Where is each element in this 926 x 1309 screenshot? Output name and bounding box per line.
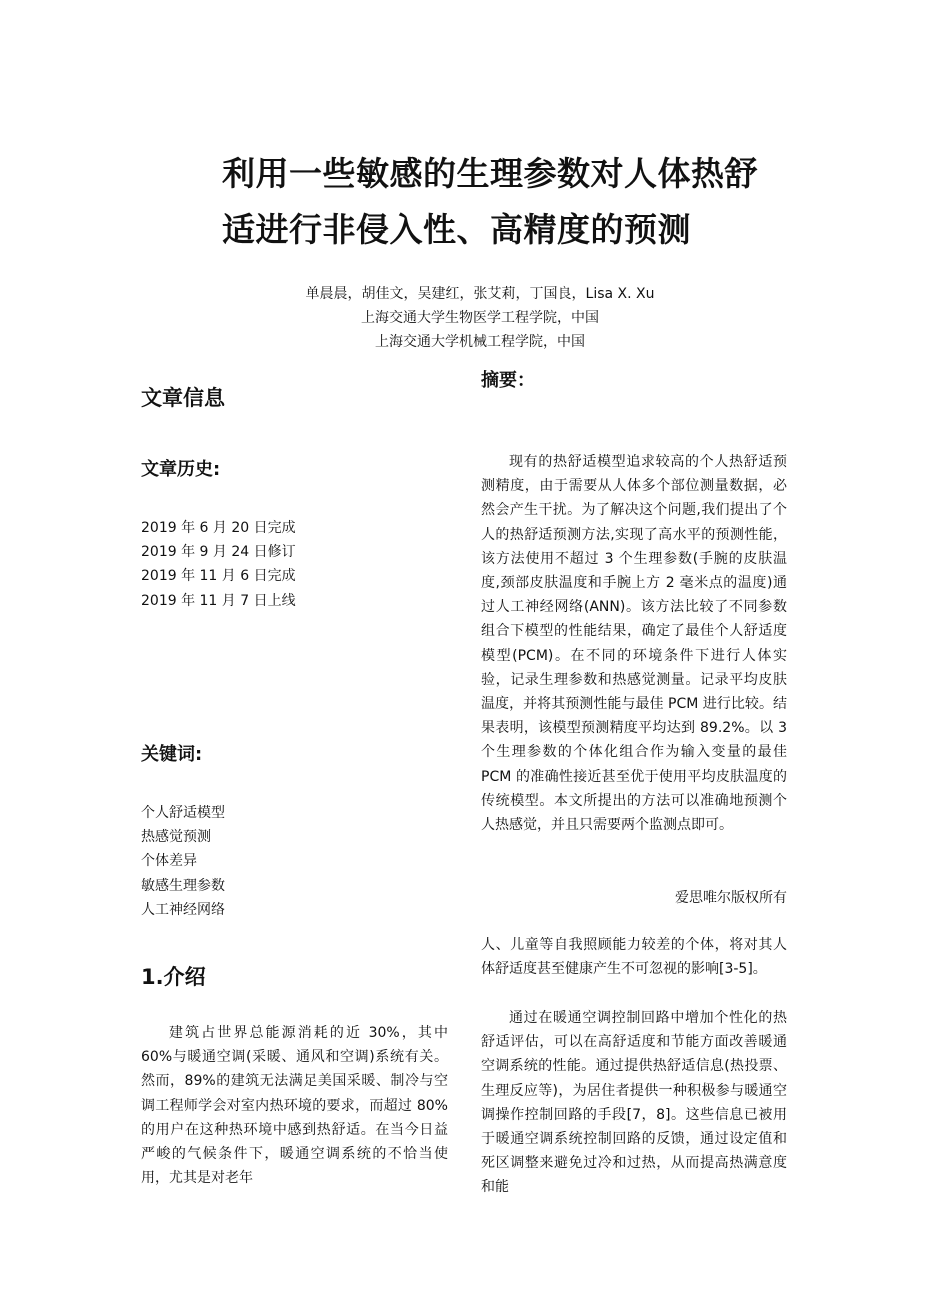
copyright-notice: 爱思唯尔版权所有 <box>675 890 787 906</box>
affiliation-2: 上海交通大学机械工程学院，中国 <box>375 334 585 350</box>
article-history-heading: 文章历史: <box>141 459 221 480</box>
author-list: 单晨晨，胡佳文，吴建红，张艾莉，丁国良，Lisa X. Xu <box>305 286 655 302</box>
title-line-2: 适进行非侵入性、高精度的预测 <box>222 210 691 249</box>
intro-paragraph-2: 通过在暖通空调控制回路中增加个性化的热舒适评估，可以在高舒适度和节能方面改善暖通空调系统的性能。通过提供热舒适信息(热投票、生理反应等)，为居住者提供一种积极参与暖通空调操作控制回路的手段[7，8]。这些信息已被用于暖通空调系统控制回路的反馈，通过设定值和死区调整来避免过冷和过热，从而提高热满意度和能 <box>481 1010 787 1196</box>
abstract-heading: 摘要： <box>481 370 535 391</box>
keywords-heading: 关键词: <box>141 744 203 765</box>
history-item: 2019 年 11 月 7 日上线 <box>141 592 296 609</box>
keyword-item: 热感觉预测 <box>141 829 211 846</box>
keyword-item: 敏感生理参数 <box>141 877 225 894</box>
history-item: 2019 年 9 月 24 日修订 <box>141 544 296 561</box>
history-item: 2019 年 11 月 6 日完成 <box>141 568 296 585</box>
article-history-list <box>141 516 296 613</box>
keyword-item: 人工神经网络 <box>141 901 225 918</box>
title-line-1: 利用一些敏感的生理参数对人体热舒 <box>222 154 758 193</box>
intro-paragraph-1-continued: 人、儿童等自我照顾能力较差的个体，将对其人体舒适度甚至健康产生不可忽视的影响[3-5]。 <box>481 937 787 978</box>
intro-heading: 1.介绍 <box>141 965 206 989</box>
keyword-item: 个人舒适模型 <box>141 805 225 821</box>
article-info-heading: 文章信息 <box>141 386 225 410</box>
keyword-item: 个体差异 <box>141 853 197 870</box>
affiliation-1: 上海交通大学生物医学工程学院，中国 <box>361 310 599 326</box>
history-item: 2019 年 6 月 20 日完成 <box>141 520 296 536</box>
paper-title <box>222 146 802 258</box>
intro-paragraph-1: 建筑占世界总能源消耗的近 30%，其中 60%与暖通空调(采暖、通风和空调)系统有关。然而，89%的建筑无法满足美国采暖、制冷与空调工程师学会对室内热环境的要求，而超过 80%的用户在这种热环境中感到热舒适。在当今日益严峻的气候条件下，暖通空调系统的不恰当使用，尤其是对老年 <box>141 1025 448 1187</box>
abstract-text: 现有的热舒适模型追求较高的个人热舒适预测精度，由于需要从人体多个部位测量数据，必然会产生干扰。为了解决这个问题,我们提出了个人的热舒适预测方法,实现了高水平的预测性能，该方法使用不超过 3 个生理参数(手腕的皮肤温度,颈部皮肤温度和手腕上方 2 毫米点的温度)通过人工神经网络(ANN)。该方法比较了不同参数组合下模型的性能结果，确定了最佳个人舒适度模型(PCM)。在不同的环境条件下进行人体实验，记录生理参数和热感觉测量。记录平均皮肤温度，并将其预测性能与最佳 PCM 进行比较。结果表明，该模型预测精度平均达到 89.2%。以 3 个生理参数的个体化组合作为输入变量的最佳 PCM 的准确性接近甚至优于使用平均皮肤温度的传统模型。本文所提出的方法可以准确地预测个人热感觉，并且只需要两个监测点即可。 <box>481 454 787 834</box>
keywords-list <box>141 801 225 922</box>
